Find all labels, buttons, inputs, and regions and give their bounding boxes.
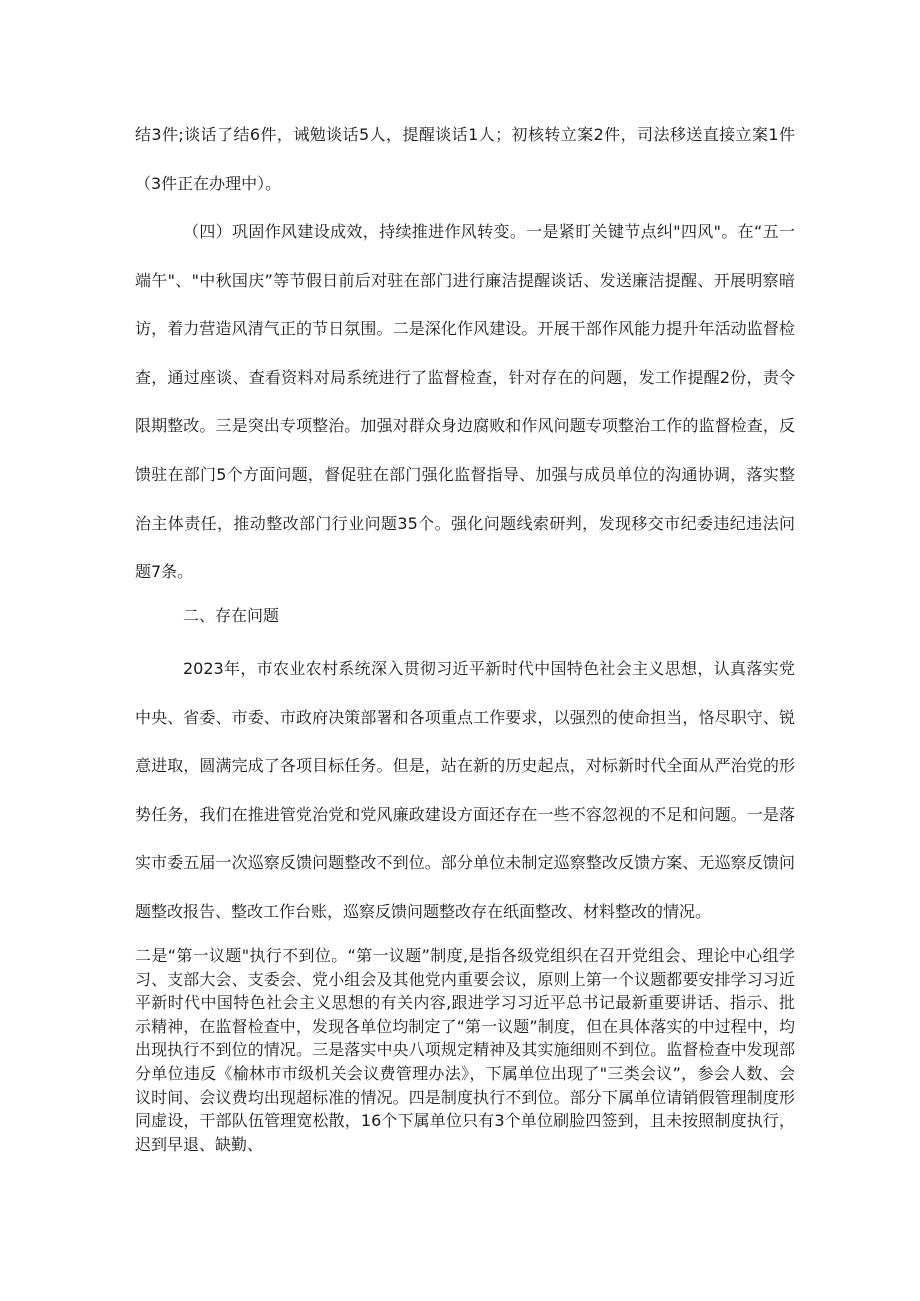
paragraph-case-results: 结3件;谈话了结6件，诫勉谈话5人，提醒谈话1人；初核转立案2件，司法移送直接立案1件（3件正在办理中）。 <box>135 125 795 193</box>
paragraph-work-style: （四）巩固作风建设成效，持续推进作风转变。一是紧盯关键节点纠"四风"。在“五一端午"、"中秋国庆”等节假日前后对驻在部门进行廉洁提醒谈话、发送廉洁提醒、开展明察暗访，着力营造风清气正的节日氛围。二是深化作风建设。开展干部作风能力提升年活动监督检查，通过座谈、查看资料对局系统进行了监督检查，针对存在的问题，发工作提醒2份，责令限期整改。三是突出专项整治。加强对群众身边腐败和作风问题专项整治工作的监督检查，反馈驻在部门5个方面问题，督促驻在部门强化监督指导、加强与成员单位的沟通协调，落实整治主体责任，推动整改部门行业问题35个。强化问题线索研判，发现移交市纪委违纪违法问题7条。 <box>135 222 795 582</box>
paragraph-problems-overview: 2023年，市农业农村系统深入贯彻习近平新时代中国特色社会主义思想，认真落实党中央、省委、市委、市政府决策部署和各项重点工作要求，以强烈的使命担当，恪尽职守、锐意进取，圆满完成了各项目标任务。但是，站在新的历史起点，对标新时代全面从严治党的形势任务，我们在推进管党治党和党风廉政建设方面还存在一些不容忽视的不足和问题。一是落实市委五届一次巡察反馈问题整改不到位。部分单位未制定巡察整改反馈方案、无巡察反馈问题整改报告、整改工作台账，巡察反馈问题整改存在纸面整改、材料整改的情况。 <box>135 659 795 921</box>
paragraph-problems-detail: 二是“第一议题"执行不到位。“第一议题”制度,是指各级党组织在召开党组会、理论中心组学习、支部大会、支委会、党小组会及其他党内重要会议，原则上第一个议题都要安排学习习近平新时代中国特色社会主义思想的有关内容,跟进学习习近平总书记最新重要讲话、指示、批示精神，在监督检查中，发现各单位均制定了“第一议题”制度，但在具体落实的中过程中，均出现执行不到位的情况。三是落实中央八项规定精神及其实施细则不到位。监督检查中发现部分单位违反《榆林市市级机关会议费管理办法》，下属单位出现了"三类会议”，参会人数、会议时间、会议费均出现超标准的情况。四是制度执行不到位。部分下属单位请销假管理制度形同虚设，干部队伍管理宽松散，16个下属单位只有3个单位刷脸四签到，且未按照制度执行，迟到早退、缺勤、 <box>135 946 795 1154</box>
section-heading-problems: 二、存在问题 <box>183 606 280 625</box>
